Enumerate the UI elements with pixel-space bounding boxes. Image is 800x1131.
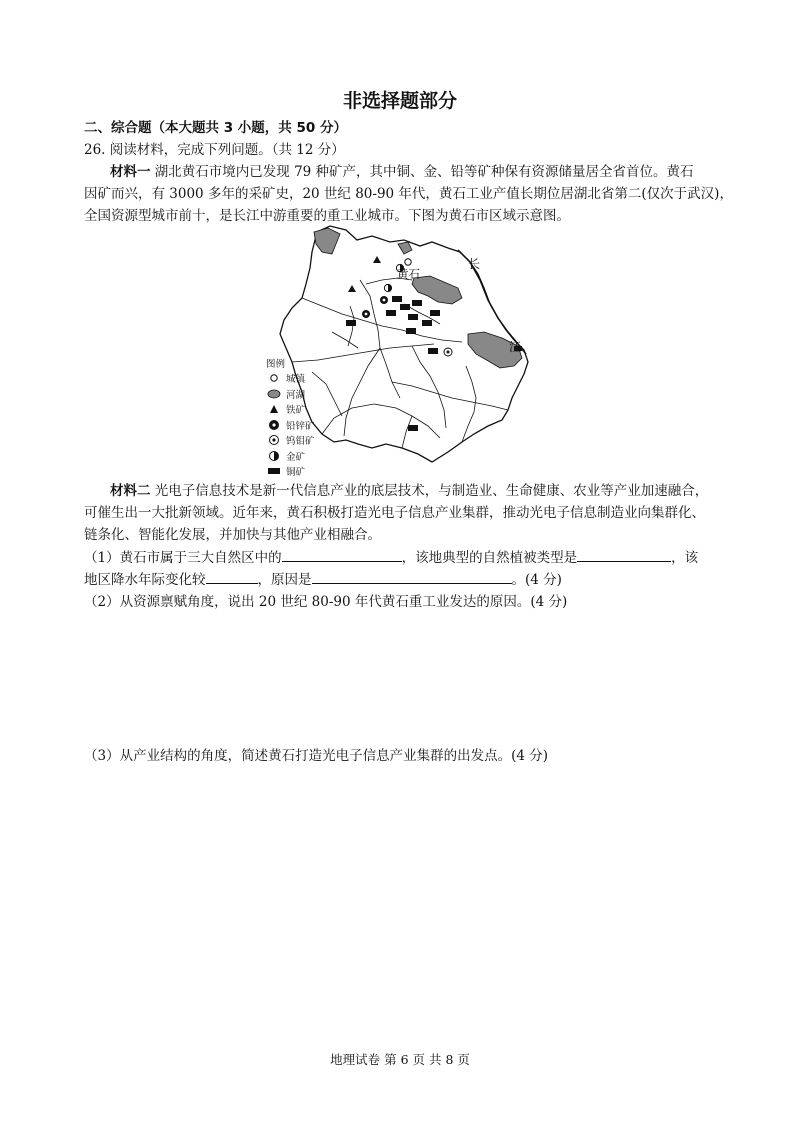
lake-1	[314, 228, 340, 254]
gold-half-circle-icon	[266, 450, 282, 462]
map-legend	[266, 355, 315, 479]
material1-line-3: 全国资源型城市前十，是长江中游重要的重工业城市。下图为黄石市区域示意图。	[84, 208, 570, 224]
lead-zinc-marker	[380, 296, 388, 304]
answer-blank-1[interactable]	[282, 547, 402, 562]
question-3: （3）从产业结构的角度，简述黄石打造光电子信息产业集群的出发点。(4 分)	[84, 748, 549, 764]
answer-blank-3[interactable]	[206, 569, 258, 584]
legend-item-copper: 铜矿	[266, 464, 315, 480]
river-char-2: 江	[509, 340, 522, 354]
page-title: 非选择题部分	[342, 90, 457, 112]
tungsten-molybdenum-icon	[266, 434, 282, 446]
town-circle-icon	[266, 373, 282, 383]
question-intro: 26. 阅读材料，完成下列问题。（共 12 分）	[84, 142, 345, 158]
material2-line-1: 材料二 光电子信息技术是新一代信息产业的底层技术，与制造业、生命健康、农业等产业加速融合，	[110, 483, 709, 499]
city-label-huangshi: 黄石	[397, 267, 420, 281]
legend-item-lake: 河湖	[266, 386, 315, 402]
legend-item-iron: 铁矿	[266, 402, 315, 418]
lead-zinc-marker	[362, 310, 370, 318]
material2-label: 材料二	[110, 483, 151, 499]
page-footer: 地理试卷 第 6 页 共 8 页	[330, 1052, 470, 1067]
material2-line-2: 可催生出一大批新领域。近年来，黄石积极打造光电子信息产业集群，推动光电子信息制造业向集群化、	[84, 505, 705, 521]
iron-triangle-icon	[266, 404, 282, 414]
huangshi-city-marker	[405, 259, 411, 265]
iron-ore-marker	[373, 256, 381, 263]
question-1-line-1: （1）黄石市属于三大自然区中的 ，该地典型的自然植被类型是 ，该	[84, 546, 698, 566]
material1-line-2: 因矿而兴，有 3000 多年的采矿史，20 世纪 80-90 年代，黄石工业产值长期位居湖北省第二(仅次于武汉)，	[84, 186, 733, 202]
legend-item-tungsten: 钨钼矿	[266, 433, 315, 449]
rivers-and-boundaries	[292, 278, 508, 448]
legend-item-gold: 金矿	[266, 448, 315, 464]
river-char-1: 长	[468, 257, 481, 271]
question-1-line-2: 地区降水年际变化较 ，原因是 。(4 分)	[84, 568, 562, 588]
legend-title: 图例	[266, 358, 286, 370]
gold-ore-marker	[384, 284, 391, 291]
answer-blank-2[interactable]	[577, 547, 671, 562]
answer-blank-4[interactable]	[312, 569, 512, 584]
copper-rect-icon	[266, 466, 282, 476]
iron-ore-marker	[348, 285, 356, 292]
lead-zinc-icon	[266, 419, 282, 431]
legend-item-lead-zinc: 铅锌矿	[266, 417, 315, 433]
question-2: （2）从资源禀赋角度，说出 20 世纪 80-90 年代黄石重工业发达的原因。(4 分)	[84, 594, 568, 610]
material1-label: 材料一	[110, 164, 151, 180]
tungsten-molybdenum-marker	[444, 348, 452, 356]
material2-line-3: 链条化、智能化发展，并加快与其他产业相融合。	[84, 527, 381, 543]
legend-item-town: 城镇	[266, 371, 315, 387]
section-heading: 二、综合题（本大题共 3 小题，共 50 分）	[84, 120, 347, 136]
material1-line-1: 材料一 湖北黄石市境内已发现 79 种矿产，其中铜、金、铅等矿种保有资源储量居全省首位。黄石	[110, 164, 694, 180]
lake-icon	[266, 389, 282, 399]
lake-4	[398, 242, 412, 254]
